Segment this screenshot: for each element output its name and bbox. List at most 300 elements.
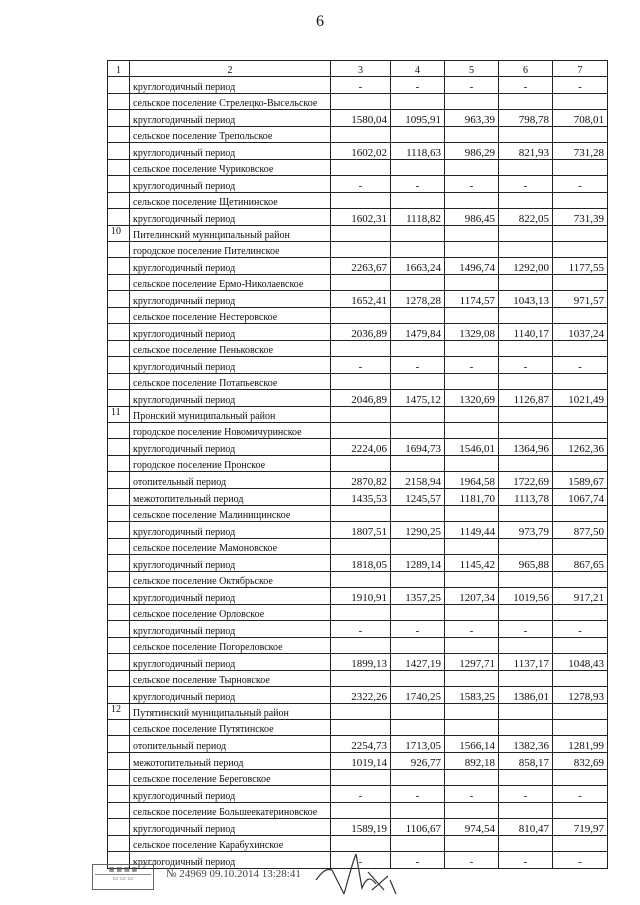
settlement-row — [108, 539, 608, 555]
value-cell: 1281,99 — [553, 736, 608, 753]
row-index-cell — [108, 357, 130, 374]
settlement-row — [108, 308, 608, 324]
value-cell — [553, 770, 608, 786]
value-cell: 1262,36 — [553, 439, 608, 456]
registration-stamp: № 24969 09.10.2014 13:28:41 — [166, 868, 301, 880]
value-cell: - — [391, 176, 445, 193]
table-row — [108, 324, 608, 341]
value-cell: 1177,55 — [553, 258, 608, 275]
value-cell — [499, 226, 553, 242]
value-cell — [331, 456, 391, 472]
value-cell: 1589,67 — [553, 472, 608, 489]
row-label-cell: сельское поселение Ермо-Николаевское — [130, 275, 331, 291]
value-cell: 1019,56 — [499, 588, 553, 605]
row-index-cell — [108, 94, 130, 110]
row-index-cell — [108, 423, 130, 439]
value-cell — [499, 770, 553, 786]
row-label-cell: Пронский муниципальный район — [130, 407, 331, 423]
settlement-row — [108, 770, 608, 786]
value-cell: 1113,78 — [499, 489, 553, 506]
row-index-cell — [108, 753, 130, 770]
value-cell: - — [445, 621, 499, 638]
value-cell — [331, 704, 391, 720]
table-row — [108, 143, 608, 160]
value-cell: 1278,93 — [553, 687, 608, 704]
value-cell: 731,39 — [553, 209, 608, 226]
value-cell: 810,47 — [499, 819, 553, 836]
value-cell: 1149,44 — [445, 522, 499, 539]
row-index-cell — [108, 374, 130, 390]
value-cell: 1137,17 — [499, 654, 553, 671]
row-label-cell: круглогодичный период — [130, 77, 331, 94]
value-cell — [445, 407, 499, 423]
table-body — [108, 77, 608, 869]
settlement-row — [108, 423, 608, 439]
value-cell: 1479,84 — [391, 324, 445, 341]
value-cell — [391, 605, 445, 621]
column-header: 5 — [445, 61, 499, 77]
value-cell — [391, 423, 445, 439]
value-cell — [499, 193, 553, 209]
settlement-row — [108, 572, 608, 588]
value-cell — [553, 193, 608, 209]
row-index-cell — [108, 456, 130, 472]
value-cell: - — [553, 357, 608, 374]
value-cell: - — [391, 621, 445, 638]
column-header: 7 — [553, 61, 608, 77]
value-cell — [499, 720, 553, 736]
value-cell: - — [445, 786, 499, 803]
settlement-row — [108, 720, 608, 736]
row-label-cell: сельское поселение Чуриковское — [130, 160, 331, 176]
row-label-cell: сельское поселение Путятинское — [130, 720, 331, 736]
value-cell: 1964,58 — [445, 472, 499, 489]
table-row — [108, 110, 608, 127]
value-cell: 1589,19 — [331, 819, 391, 836]
row-index-cell — [108, 110, 130, 127]
row-index-cell — [108, 506, 130, 522]
table-row — [108, 687, 608, 704]
value-cell — [331, 803, 391, 819]
district-row — [108, 407, 608, 423]
row-label-cell: круглогодичный период — [130, 654, 331, 671]
row-label-cell: сельское поселение Малинищинское — [130, 506, 331, 522]
value-cell: 965,88 — [499, 555, 553, 572]
value-cell — [445, 803, 499, 819]
table-row — [108, 522, 608, 539]
value-cell — [553, 127, 608, 143]
settlement-row — [108, 456, 608, 472]
value-cell: 1694,73 — [391, 439, 445, 456]
tariff-table — [107, 60, 608, 869]
value-cell: 1037,24 — [553, 324, 608, 341]
value-cell — [445, 94, 499, 110]
value-cell — [499, 572, 553, 588]
value-cell — [553, 308, 608, 324]
value-cell: 1021,49 — [553, 390, 608, 407]
value-cell — [499, 275, 553, 291]
value-cell: 1386,01 — [499, 687, 553, 704]
row-index-cell — [108, 176, 130, 193]
value-cell: - — [331, 621, 391, 638]
value-cell — [445, 539, 499, 555]
value-cell — [499, 242, 553, 258]
settlement-row — [108, 506, 608, 522]
value-cell: 2036,89 — [331, 324, 391, 341]
value-cell — [391, 539, 445, 555]
row-index-cell — [108, 736, 130, 753]
value-cell — [331, 572, 391, 588]
row-index-cell — [108, 439, 130, 456]
column-header: 1 — [108, 61, 130, 77]
value-cell — [553, 226, 608, 242]
value-cell: 1427,19 — [391, 654, 445, 671]
value-cell — [499, 423, 553, 439]
value-cell — [553, 506, 608, 522]
value-cell — [499, 341, 553, 357]
value-cell: 1118,82 — [391, 209, 445, 226]
value-cell — [391, 94, 445, 110]
value-cell: - — [553, 786, 608, 803]
row-index-cell — [108, 572, 130, 588]
value-cell — [331, 671, 391, 687]
value-cell — [553, 94, 608, 110]
settlement-row — [108, 671, 608, 687]
value-cell — [445, 506, 499, 522]
value-cell: 1910,91 — [331, 588, 391, 605]
row-label-cell: сельское поселение Потапьевское — [130, 374, 331, 390]
table-row — [108, 209, 608, 226]
table-row — [108, 77, 608, 94]
value-cell: - — [499, 852, 553, 869]
value-cell: 986,29 — [445, 143, 499, 160]
value-cell — [553, 836, 608, 852]
row-label-cell: круглогодичный период — [130, 555, 331, 572]
row-label-cell: отопительный период — [130, 472, 331, 489]
table-row — [108, 819, 608, 836]
value-cell — [391, 638, 445, 654]
value-cell — [331, 638, 391, 654]
value-cell: 1899,13 — [331, 654, 391, 671]
value-cell: 1320,69 — [445, 390, 499, 407]
row-label-cell: круглогодичный период — [130, 522, 331, 539]
row-label-cell: межотопительный период — [130, 753, 331, 770]
settlement-row — [108, 160, 608, 176]
value-cell: 2254,73 — [331, 736, 391, 753]
value-cell — [553, 539, 608, 555]
table-row — [108, 654, 608, 671]
value-cell: - — [331, 176, 391, 193]
value-cell: - — [445, 77, 499, 94]
table-row — [108, 588, 608, 605]
value-cell: 1245,57 — [391, 489, 445, 506]
table-header-row — [108, 61, 608, 77]
value-cell — [391, 226, 445, 242]
column-header: 2 — [130, 61, 331, 77]
settlement-row — [108, 275, 608, 291]
row-index-cell: 11 — [108, 407, 130, 423]
value-cell — [499, 638, 553, 654]
value-cell: - — [553, 176, 608, 193]
value-cell — [331, 341, 391, 357]
value-cell — [391, 193, 445, 209]
value-cell: 822,05 — [499, 209, 553, 226]
row-index-cell — [108, 143, 130, 160]
value-cell — [445, 423, 499, 439]
value-cell: 917,21 — [553, 588, 608, 605]
value-cell — [331, 720, 391, 736]
value-cell — [331, 539, 391, 555]
value-cell — [445, 572, 499, 588]
value-cell — [391, 506, 445, 522]
value-cell — [553, 803, 608, 819]
value-cell: 2263,67 — [331, 258, 391, 275]
table-row — [108, 472, 608, 489]
value-cell: 1546,01 — [445, 439, 499, 456]
row-index-cell — [108, 671, 130, 687]
value-cell: 1297,71 — [445, 654, 499, 671]
value-cell: - — [499, 357, 553, 374]
value-cell — [553, 160, 608, 176]
value-cell: 1207,34 — [445, 588, 499, 605]
row-label-cell: городское поселение Новомичуринское — [130, 423, 331, 439]
value-cell — [391, 275, 445, 291]
value-cell — [499, 803, 553, 819]
value-cell: 1019,14 — [331, 753, 391, 770]
row-index-cell — [108, 209, 130, 226]
value-cell: - — [499, 621, 553, 638]
settlement-row — [108, 605, 608, 621]
row-index-cell — [108, 489, 130, 506]
table-row — [108, 258, 608, 275]
value-cell — [553, 275, 608, 291]
value-cell: 974,54 — [445, 819, 499, 836]
row-label-cell: Пителинский муниципальный район — [130, 226, 331, 242]
row-label-cell: сельское поселение Октябрьское — [130, 572, 331, 588]
row-label-cell: сельское поселение Тырновское — [130, 671, 331, 687]
row-index-cell — [108, 786, 130, 803]
row-label-cell: круглогодичный период — [130, 786, 331, 803]
row-label-cell: сельское поселение Карабухинское — [130, 836, 331, 852]
row-index-cell: 10 — [108, 226, 130, 242]
value-cell: 2158,94 — [391, 472, 445, 489]
value-cell: 877,50 — [553, 522, 608, 539]
value-cell: 1818,05 — [331, 555, 391, 572]
value-cell: 867,65 — [553, 555, 608, 572]
value-cell: - — [331, 786, 391, 803]
row-index-cell — [108, 127, 130, 143]
value-cell: - — [553, 852, 608, 869]
value-cell: - — [553, 77, 608, 94]
row-index-cell — [108, 275, 130, 291]
value-cell — [391, 770, 445, 786]
value-cell: 1106,67 — [391, 819, 445, 836]
value-cell — [499, 704, 553, 720]
value-cell — [553, 638, 608, 654]
settlement-row — [108, 638, 608, 654]
table-row — [108, 621, 608, 638]
value-cell — [331, 407, 391, 423]
value-cell: 1602,31 — [331, 209, 391, 226]
value-cell — [391, 341, 445, 357]
table-row — [108, 753, 608, 770]
row-label-cell: сельское поселение Нестеровское — [130, 308, 331, 324]
row-index-cell — [108, 308, 130, 324]
value-cell: 1181,70 — [445, 489, 499, 506]
settlement-row — [108, 193, 608, 209]
value-cell — [391, 572, 445, 588]
value-cell — [331, 127, 391, 143]
value-cell — [331, 242, 391, 258]
row-label-cell: круглогодичный период — [130, 588, 331, 605]
row-label-cell: городское поселение Пронское — [130, 456, 331, 472]
value-cell: 1475,12 — [391, 390, 445, 407]
row-index-cell — [108, 687, 130, 704]
value-cell — [499, 374, 553, 390]
value-cell — [331, 423, 391, 439]
value-cell: 926,77 — [391, 753, 445, 770]
settlement-row — [108, 374, 608, 390]
row-label-cell: круглогодичный период — [130, 852, 331, 869]
row-index-cell — [108, 390, 130, 407]
row-label-cell: сельское поселение Пеньковское — [130, 341, 331, 357]
column-header: 3 — [331, 61, 391, 77]
value-cell — [391, 127, 445, 143]
value-cell — [553, 423, 608, 439]
row-index-cell — [108, 193, 130, 209]
district-row — [108, 704, 608, 720]
row-index-cell — [108, 555, 130, 572]
value-cell: 2224,06 — [331, 439, 391, 456]
row-label-cell: Путятинский муниципальный район — [130, 704, 331, 720]
row-label-cell: сельское поселение Береговское — [130, 770, 331, 786]
value-cell — [331, 770, 391, 786]
value-cell — [331, 506, 391, 522]
value-cell: 1145,42 — [445, 555, 499, 572]
value-cell: 1292,00 — [499, 258, 553, 275]
value-cell — [445, 638, 499, 654]
column-header: 6 — [499, 61, 553, 77]
value-cell: 821,93 — [499, 143, 553, 160]
table-row — [108, 736, 608, 753]
value-cell: 1382,36 — [499, 736, 553, 753]
value-cell — [553, 341, 608, 357]
value-cell: 1435,53 — [331, 489, 391, 506]
value-cell — [553, 671, 608, 687]
value-cell: - — [499, 77, 553, 94]
value-cell: - — [391, 852, 445, 869]
row-index-cell — [108, 654, 130, 671]
value-cell: 1364,96 — [499, 439, 553, 456]
row-index-cell — [108, 472, 130, 489]
value-cell: - — [445, 357, 499, 374]
row-index-cell — [108, 160, 130, 176]
row-label-cell: круглогодичный период — [130, 357, 331, 374]
value-cell: - — [331, 357, 391, 374]
value-cell — [445, 160, 499, 176]
row-label-cell: городское поселение Пителинское — [130, 242, 331, 258]
value-cell: 1583,25 — [445, 687, 499, 704]
value-cell: 719,97 — [553, 819, 608, 836]
row-label-cell: круглогодичный период — [130, 291, 331, 308]
row-label-cell: сельское поселение Стрелецко-Высельское — [130, 94, 331, 110]
value-cell: 708,01 — [553, 110, 608, 127]
settlement-row — [108, 127, 608, 143]
value-cell: 1496,74 — [445, 258, 499, 275]
value-cell — [331, 275, 391, 291]
row-label-cell: отопительный период — [130, 736, 331, 753]
row-label-cell: сельское поселение Орловское — [130, 605, 331, 621]
value-cell — [331, 226, 391, 242]
value-cell — [445, 770, 499, 786]
value-cell — [445, 308, 499, 324]
value-cell — [553, 242, 608, 258]
row-label-cell: сельское поселение Трепольское — [130, 127, 331, 143]
value-cell: 1357,25 — [391, 588, 445, 605]
column-header: 4 — [391, 61, 445, 77]
row-index-cell — [108, 522, 130, 539]
value-cell — [391, 407, 445, 423]
row-label-cell: круглогодичный период — [130, 621, 331, 638]
row-index-cell — [108, 242, 130, 258]
value-cell: 2322,26 — [331, 687, 391, 704]
row-index-cell — [108, 539, 130, 555]
value-cell: - — [553, 621, 608, 638]
value-cell: - — [499, 176, 553, 193]
value-cell: - — [391, 357, 445, 374]
value-cell: - — [445, 852, 499, 869]
value-cell: - — [391, 786, 445, 803]
row-index-cell — [108, 258, 130, 275]
value-cell: - — [391, 77, 445, 94]
value-cell — [331, 605, 391, 621]
value-cell: 1740,25 — [391, 687, 445, 704]
row-index-cell — [108, 324, 130, 341]
row-index-cell — [108, 770, 130, 786]
settlement-row — [108, 94, 608, 110]
table-row — [108, 390, 608, 407]
row-label-cell: круглогодичный период — [130, 209, 331, 226]
value-cell — [391, 720, 445, 736]
value-cell: 971,57 — [553, 291, 608, 308]
value-cell: 832,69 — [553, 753, 608, 770]
value-cell — [553, 374, 608, 390]
value-cell — [445, 226, 499, 242]
value-cell — [391, 160, 445, 176]
value-cell: 973,79 — [499, 522, 553, 539]
settlement-row — [108, 803, 608, 819]
signature-mark — [310, 850, 400, 898]
value-cell — [499, 539, 553, 555]
value-cell — [331, 94, 391, 110]
registry-logo: ▦ ▦ ▦ ▦ ▭ ▭ ▭ — [92, 864, 154, 890]
value-cell — [553, 572, 608, 588]
row-label-cell: круглогодичный период — [130, 110, 331, 127]
value-cell — [445, 341, 499, 357]
table-row — [108, 357, 608, 374]
row-label-cell: круглогодичный период — [130, 176, 331, 193]
value-cell — [445, 704, 499, 720]
value-cell — [499, 407, 553, 423]
value-cell — [499, 94, 553, 110]
row-index-cell — [108, 803, 130, 819]
row-index-cell — [108, 77, 130, 94]
value-cell — [445, 720, 499, 736]
table-row — [108, 176, 608, 193]
value-cell — [445, 193, 499, 209]
value-cell — [445, 127, 499, 143]
row-index-cell: 12 — [108, 704, 130, 720]
